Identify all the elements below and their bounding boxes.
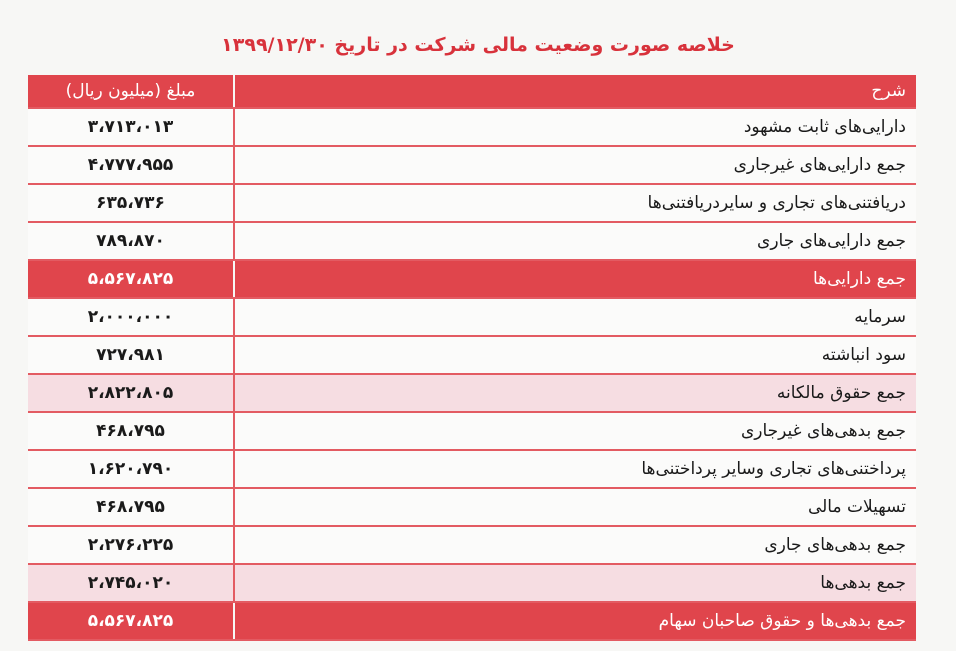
- row-amount: ۱،۶۲۰،۷۹۰: [28, 450, 234, 488]
- row-description: سرمایه: [234, 298, 916, 336]
- table-row: [28, 108, 916, 146]
- row-description: پرداختنی‌های تجاری وسایر پرداختنی‌ها: [234, 450, 916, 488]
- table-row: [28, 184, 916, 222]
- row-description: جمع بدهی‌ها و حقوق صاحبان سهام: [234, 602, 916, 640]
- row-amount: ۶۳۵،۷۳۶: [28, 184, 234, 222]
- header-description: شرح: [234, 75, 916, 108]
- table-row: [28, 602, 916, 640]
- table-row: [28, 298, 916, 336]
- row-description: جمع دارایی‌های جاری: [234, 222, 916, 260]
- financial-summary-table: [28, 75, 916, 641]
- row-description: جمع دارایی‌های غیرجاری: [234, 146, 916, 184]
- table-row: [28, 564, 916, 602]
- row-amount: ۴،۷۷۷،۹۵۵: [28, 146, 234, 184]
- table-row: [28, 526, 916, 564]
- table-row: [28, 336, 916, 374]
- row-description: جمع بدهی‌های جاری: [234, 526, 916, 564]
- table-row: [28, 374, 916, 412]
- row-description: جمع دارایی‌ها: [234, 260, 916, 298]
- row-amount: ۲،۸۲۲،۸۰۵: [28, 374, 234, 412]
- table-body: [28, 108, 916, 640]
- row-description: جمع حقوق مالکانه: [234, 374, 916, 412]
- table-header-row: [28, 75, 916, 108]
- row-amount: ۷۸۹،۸۷۰: [28, 222, 234, 260]
- row-amount: ۳،۷۱۳،۰۱۳: [28, 108, 234, 146]
- table-row: [28, 146, 916, 184]
- table-row: [28, 260, 916, 298]
- row-amount: ۲،۷۴۵،۰۲۰: [28, 564, 234, 602]
- header-amount: مبلغ (میلیون ریال): [28, 75, 234, 108]
- table-row: [28, 450, 916, 488]
- row-description: دریافتنی‌های تجاری و سایردریافتنی‌ها: [234, 184, 916, 222]
- table-row: [28, 222, 916, 260]
- table-row: [28, 412, 916, 450]
- row-amount: ۵،۵۶۷،۸۲۵: [28, 260, 234, 298]
- row-description: جمع بدهی‌ها: [234, 564, 916, 602]
- row-amount: ۴۶۸،۷۹۵: [28, 488, 234, 526]
- row-description: دارایی‌های ثابت مشهود: [234, 108, 916, 146]
- row-description: جمع بدهی‌های غیرجاری: [234, 412, 916, 450]
- row-amount: ۴۶۸،۷۹۵: [28, 412, 234, 450]
- row-amount: ۲،۲۷۶،۲۲۵: [28, 526, 234, 564]
- row-amount: ۲،۰۰۰،۰۰۰: [28, 298, 234, 336]
- table-row: [28, 488, 916, 526]
- row-description: سود انباشته: [234, 336, 916, 374]
- row-description: تسهیلات مالی: [234, 488, 916, 526]
- row-amount: ۵،۵۶۷،۸۲۵: [28, 602, 234, 640]
- page-title: خلاصه صورت وضعیت مالی شرکت در تاریخ ۱۳۹۹/۱۲/۳۰: [221, 34, 735, 56]
- row-amount: ۷۲۷،۹۸۱: [28, 336, 234, 374]
